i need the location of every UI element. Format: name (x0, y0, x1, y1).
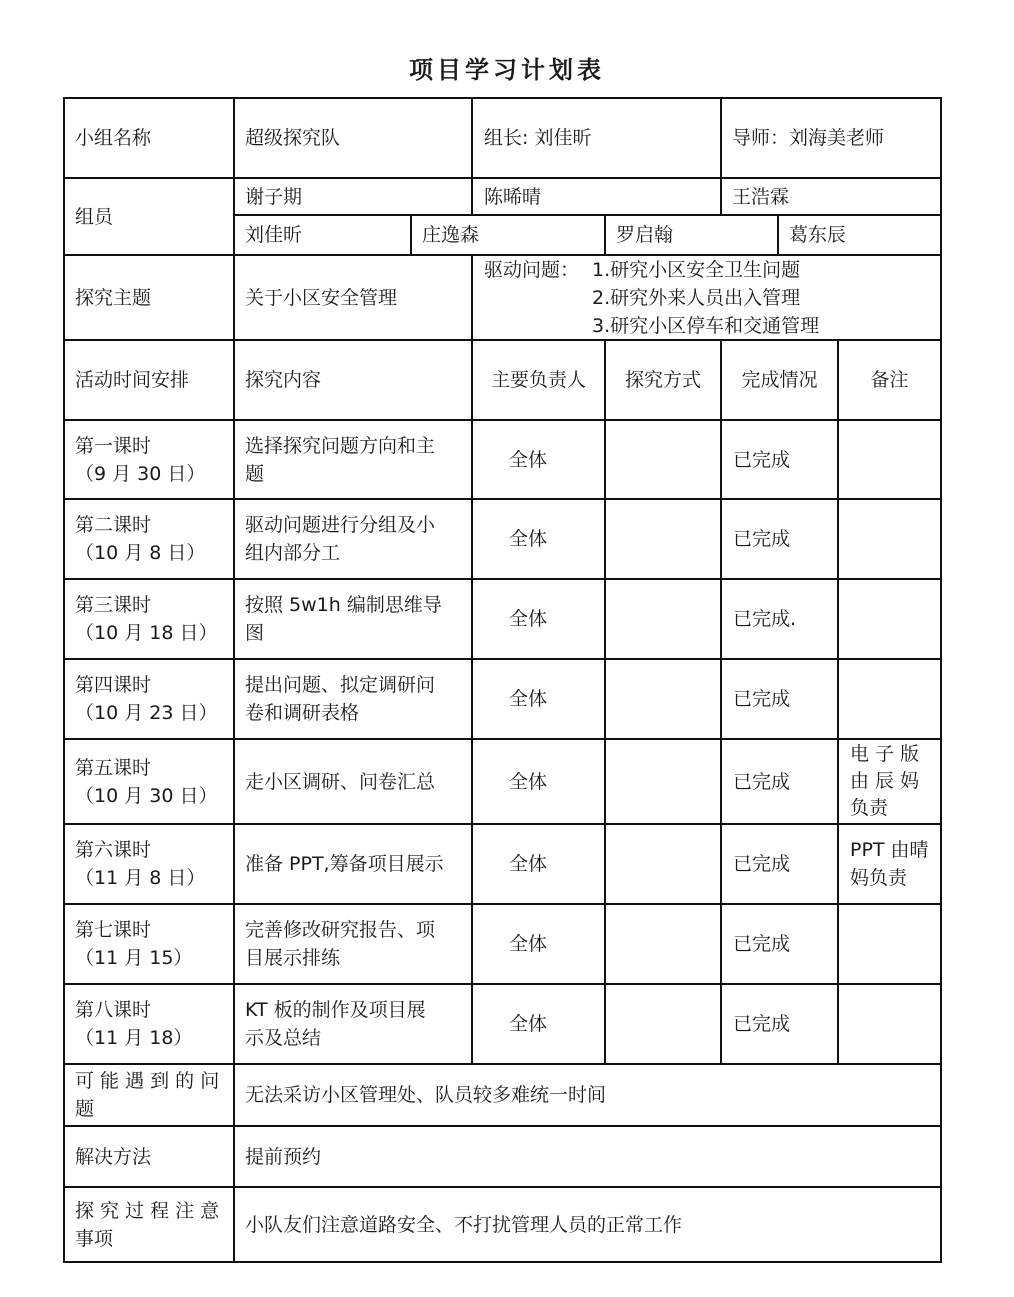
table-row-owner: 全体 (508, 853, 547, 875)
member-name: 陈晞晴 (484, 185, 542, 208)
table-row-time: 第六课时 （11 月 8 日） (75, 839, 206, 889)
header-time: 活动时间安排 (75, 369, 190, 391)
table-row-content: 走小区调研、问卷汇总 (245, 770, 436, 793)
theme-value: 关于小区安全管理 (245, 286, 398, 309)
table-row-status: 已完成 (733, 528, 791, 550)
member-name: 谢子期 (245, 185, 303, 208)
table-row-content: 准备 PPT,筹备项目展示 (245, 853, 444, 875)
table-row-content: 驱动问题进行分组及小 组内部分工 (245, 514, 436, 564)
header-status: 完成情况 (741, 369, 818, 391)
group-leader: 组长: 刘佳昕 (484, 127, 592, 149)
table-row-time: 第一课时 （9 月 30 日） (75, 434, 206, 485)
theme-label: 探究主题 (75, 286, 152, 309)
member-name: 刘佳昕 (245, 224, 303, 246)
table-row-owner: 全体 (508, 528, 547, 550)
driving-question: 1.研究小区安全卫生问题 (592, 259, 801, 281)
notes-value: 小队友们注意道路安全、不打扰管理人员的正常工作 (245, 1213, 683, 1236)
table-row-content: 完善修改研究报告、项 目展示排练 (245, 919, 436, 969)
solution-label: 解决方法 (75, 1145, 152, 1168)
table-row-time: 第八课时 （11 月 18） (75, 999, 193, 1049)
driving-question: 3.研究小区停车和交通管理 (592, 315, 820, 337)
table-row-status: 已完成 (733, 688, 791, 710)
group-mentor: 导师：刘海美老师 (732, 127, 885, 149)
table-row-owner: 全体 (508, 770, 547, 793)
table-row-content: 提出问题、拟定调研问 卷和调研表格 (245, 674, 436, 724)
group-name-label: 小组名称 (75, 127, 152, 149)
header-content: 探究内容 (245, 369, 322, 391)
header-note: 备注 (870, 369, 909, 391)
table-row-status: 已完成 (733, 770, 791, 793)
table-row-content: KT 板的制作及项目展 示及总结 (245, 999, 426, 1049)
table-row-status: 已完成 (733, 1013, 791, 1035)
header-owner: 主要负责人 (490, 369, 586, 391)
header-method: 探究方式 (624, 369, 701, 391)
problems-label: 可 能 遇 到 的 问 题 (75, 1070, 220, 1120)
table-row-time: 第三课时 （10 月 18 日） (75, 594, 218, 644)
table-row-time: 第二课时 （10 月 8 日） (75, 514, 206, 564)
table-row-note: 电 子 版 由 辰 妈 负责 (850, 743, 920, 819)
table-row-owner: 全体 (508, 1013, 547, 1035)
table-row-status: 已完成 (733, 933, 791, 955)
member-name: 罗启翰 (616, 224, 674, 246)
table-row-time: 第七课时 （11 月 15） (75, 919, 193, 969)
solution-value: 提前预约 (245, 1145, 322, 1168)
table-row-content: 按照 5w1h 编制思维导 图 (245, 594, 442, 644)
table-row-owner: 全体 (508, 933, 547, 955)
member-name: 王浩霖 (732, 185, 790, 208)
group-name-value: 超级探究队 (245, 127, 341, 149)
driving-label: 驱动问题： (484, 259, 580, 281)
table-row-status: 已完成 (733, 448, 791, 471)
table-row-status: 已完成. (733, 608, 797, 630)
table-row-content: 选择探究问题方向和主 题 (245, 434, 436, 485)
members-label: 组员 (75, 205, 114, 228)
table-row-note: PPT 由晴 妈负责 (850, 839, 929, 889)
table-row-owner: 全体 (508, 448, 547, 471)
table-row-time: 第五课时 （10 月 30 日） (75, 756, 218, 807)
document-title: 项目学习计划表 (409, 55, 605, 84)
table-row-status: 已完成 (733, 853, 791, 875)
driving-question: 2.研究外来人员出入管理 (592, 287, 801, 309)
table-row-time: 第四课时 （10 月 23 日） (75, 674, 218, 724)
table-row-owner: 全体 (508, 608, 547, 630)
table-row-owner: 全体 (508, 688, 547, 710)
member-name: 庄逸森 (422, 224, 480, 246)
problems-value: 无法采访小区管理处、队员较多难统一时间 (245, 1084, 607, 1106)
member-name: 葛东辰 (789, 224, 847, 246)
notes-label: 探 究 过 程 注 意 事项 (75, 1199, 220, 1250)
